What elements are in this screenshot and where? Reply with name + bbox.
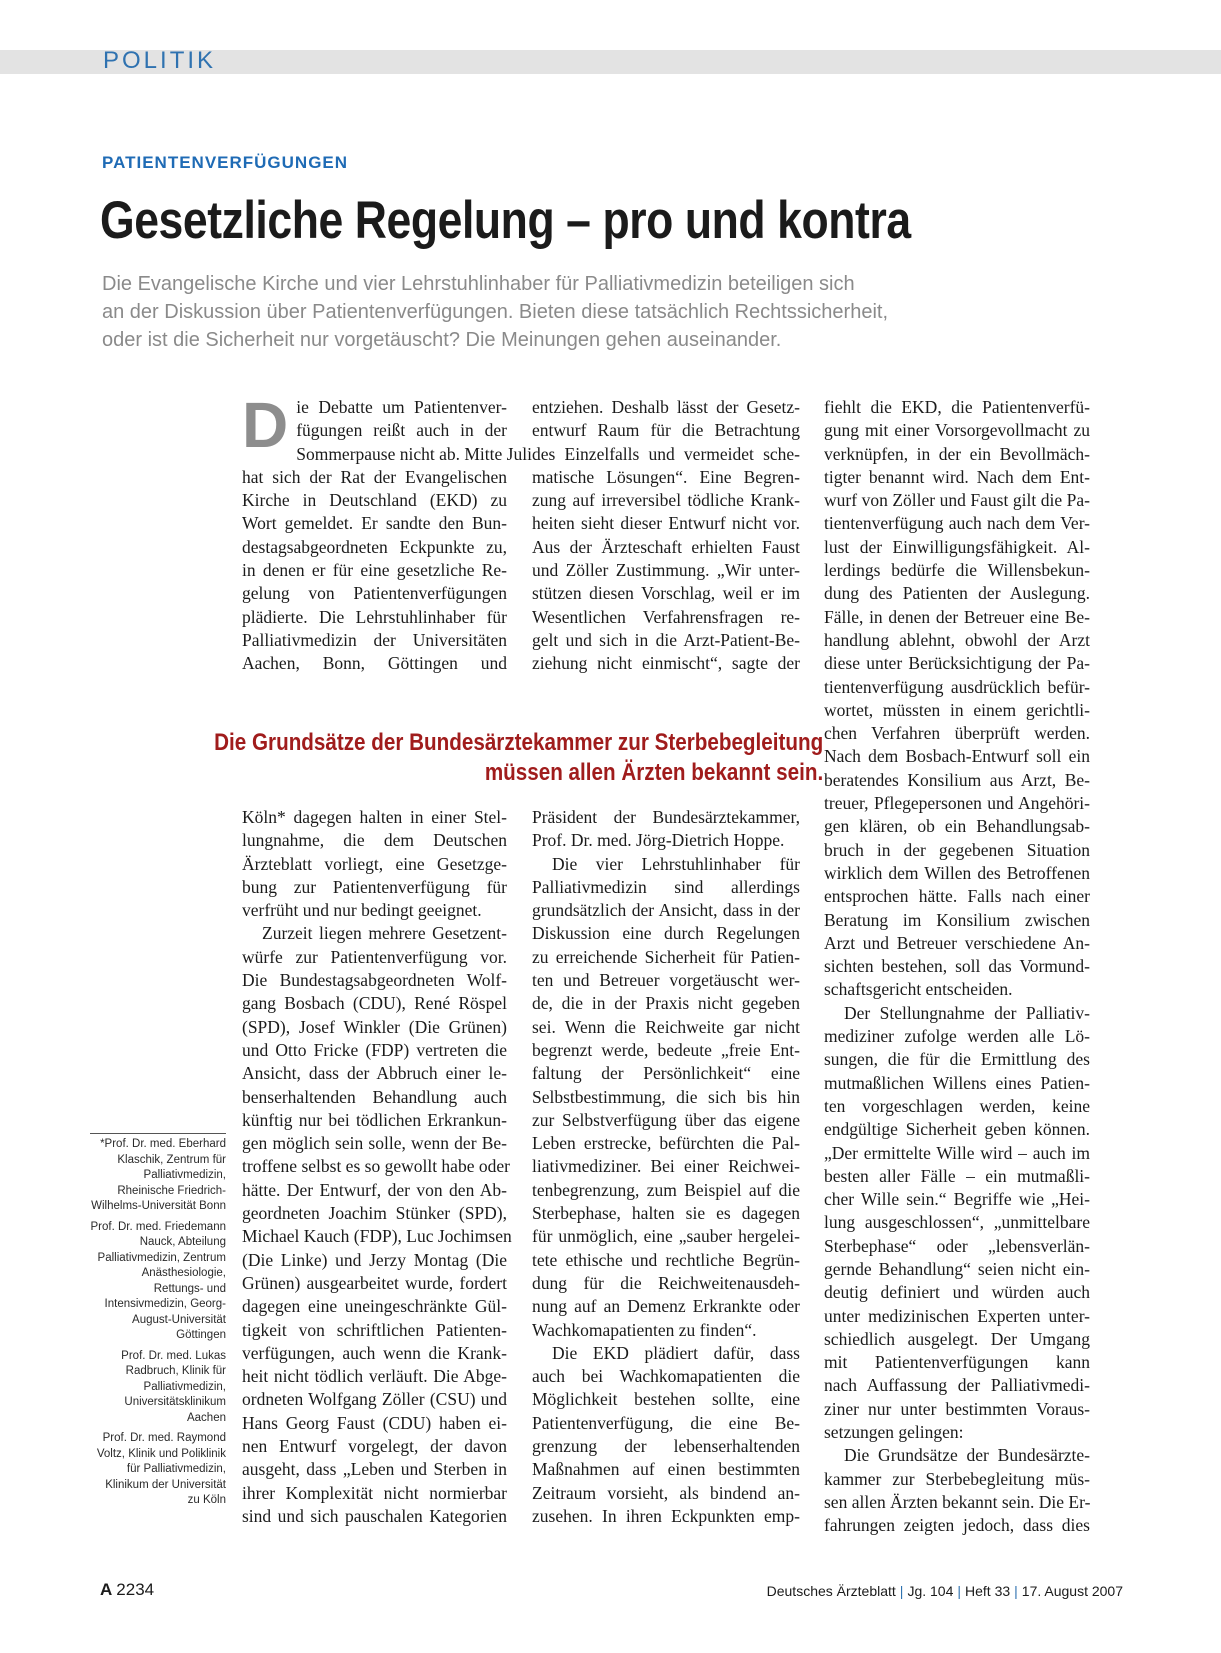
text-line: gelt und sich in die Arzt-Patient-Be- bbox=[532, 629, 800, 650]
text-line: Prof. Dr. med. Jörg-Dietrich Hoppe. bbox=[532, 830, 785, 851]
text-line: Wachkomapatienten zu finden“. bbox=[532, 1319, 757, 1340]
text-line: Die vier Lehrstuhlinhaber für bbox=[552, 853, 800, 874]
text-line: hat sich der Rat der Evangelischen bbox=[242, 466, 507, 487]
text-line: nung auf an Demenz Erkrankte oder bbox=[532, 1296, 800, 1317]
text-line: Die EKD plädiert dafür, dass bbox=[552, 1342, 800, 1363]
article-lead bbox=[102, 270, 1082, 354]
text-line: Sterbephase, halten sie es dagegen bbox=[532, 1203, 800, 1224]
text-line: künftig nur bei tödlichen Erkrankun- bbox=[242, 1109, 507, 1130]
text-line: de, die in der Praxis nicht gegeben bbox=[532, 993, 800, 1014]
pull-quote-line: Die Grundsätze der Bundesärztekammer zur Sterbebegleitung bbox=[213, 729, 823, 756]
journal-footer: Deutsches Ärzteblatt | Jg. 104 | Heft 33 | 17. August 2007 bbox=[766, 1583, 1123, 1599]
journal-name: Deutsches Ärzteblatt bbox=[766, 1583, 896, 1599]
text-line: entwurf Raum für die Betrachtung bbox=[532, 420, 800, 441]
text-line: Möglichkeit bestehen sollte, eine bbox=[532, 1389, 800, 1410]
text-line: lerdings bedürfe die Willensbekun- bbox=[824, 560, 1090, 581]
text-line: sen allen Ärzten bekannt sein. Die Er- bbox=[824, 1491, 1091, 1512]
author-footnotes bbox=[90, 1133, 226, 1514]
text-line: heit nicht tödlich verläuft. Die Abge- bbox=[242, 1366, 507, 1387]
text-line: Kirche in Deutschland (EKD) zu bbox=[242, 490, 507, 511]
drop-cap: D bbox=[242, 389, 289, 461]
text-line: in denen er für eine gesetzliche Re- bbox=[242, 560, 507, 581]
text-line: ordneten Wolfgang Zöller (CSU) und bbox=[242, 1389, 507, 1410]
text-line: Wesentlichen Verfahrensfragen re- bbox=[532, 606, 800, 627]
text-line: Ärzteblatt vorliegt, eine Gesetzge- bbox=[242, 853, 507, 874]
text-line: des Einzelfalls und vermeidet sche- bbox=[532, 443, 800, 464]
text-line: nach Auffassung der Palliativmedi- bbox=[824, 1375, 1090, 1396]
pull-quote bbox=[115, 728, 823, 788]
text-line: für unmöglich, eine „sauber hergelei- bbox=[532, 1226, 800, 1247]
text-line: tete ethische und rechtliche Begrün- bbox=[532, 1249, 800, 1270]
footnote: Prof. Dr. med. Raymond Voltz, Klinik und Poliklinik für Palliativmedizin, Klinikum der Universität zu Köln bbox=[96, 1432, 226, 1506]
column-2-bottom bbox=[532, 806, 800, 1528]
text-line: troffene selbst es so gewollt habe oder bbox=[242, 1156, 510, 1177]
text-line: Die Grundsätze der Bundesärzte- bbox=[844, 1445, 1090, 1466]
text-line: wirklich dem Willen des Betroffenen bbox=[824, 862, 1090, 883]
text-line: chen Verfahren überprüft werden. bbox=[824, 723, 1090, 744]
text-line: ie Debatte um Patientenver- bbox=[296, 397, 507, 417]
text-line: beratendes Konsilium aus Arzt, Be- bbox=[824, 769, 1090, 790]
text-line: (SPD), Josef Winkler (Die Grünen) bbox=[242, 1016, 507, 1037]
text-line: plädierte. Die Lehrstuhlinhaber für bbox=[242, 606, 507, 627]
text-line: fügungen reißt auch in der bbox=[296, 420, 507, 441]
text-line: tigkeit von schriftlichen Patienten- bbox=[242, 1319, 507, 1340]
journal-issue: Heft 33 bbox=[965, 1583, 1011, 1599]
text-line: Zeitraum vorsieht, als bindend an- bbox=[532, 1482, 800, 1503]
text-line: benserhaltenden Behandlung auch bbox=[242, 1086, 507, 1107]
text-line: gen klären, ob ein Behandlungsab- bbox=[824, 816, 1090, 837]
text-line: grenzung der lebenserhaltenden bbox=[532, 1436, 800, 1457]
text-line: ziner nur unter bestimmten Voraus- bbox=[824, 1398, 1090, 1419]
section-label: POLITIK bbox=[103, 47, 217, 74]
footnote: Prof. Dr. med. Friedemann Nauck, Abteilung Palliativmedizin, Zentrum Anästhesiologie, Rettungs- und Intensivmedizin, Georg-August-Universität Göttingen bbox=[90, 1220, 226, 1341]
text-line: Palliativmedizin der Universitäten bbox=[242, 629, 507, 650]
text-line: Sterbephase“ oder „lebensverlän- bbox=[824, 1235, 1090, 1256]
text-line: heiten sieht dieser Entwurf nicht vor. bbox=[532, 513, 800, 534]
page-number-value: 2234 bbox=[116, 1580, 155, 1599]
text-line: sungen, die für die Ermittlung des bbox=[824, 1049, 1090, 1070]
text-line: ten vorgeschlagen werden, keine bbox=[824, 1095, 1090, 1116]
text-line: zur Selbstverfügung über das eigene bbox=[532, 1109, 800, 1130]
text-line: Präsident der Bundesärztekammer, bbox=[532, 807, 800, 827]
page-prefix: A bbox=[100, 1580, 113, 1599]
text-line: gen möglich sein solle, wenn der Be- bbox=[242, 1133, 507, 1154]
journal-date: 17. August 2007 bbox=[1021, 1583, 1123, 1599]
text-line: schiedlich ausgelegt. Der Umgang bbox=[824, 1328, 1090, 1349]
text-line: matische Lösungen“. Eine Begren- bbox=[532, 466, 800, 487]
text-line: cher Wille sein.“ Begriffe wie „Hei- bbox=[824, 1189, 1090, 1210]
text-line: Palliativmedizin sind allerdings bbox=[532, 876, 800, 897]
footnote: Prof. Dr. med. Lukas Radbruch, Klinik für Palliativmedizin, Universitätsklinikum Aachen bbox=[121, 1349, 226, 1424]
text-line: Maßnahmen auf einen bestimmten bbox=[532, 1459, 800, 1480]
text-line: Michael Kauch (FDP), Luc Jochimsen bbox=[242, 1226, 512, 1247]
text-line: zusehen. In ihren Eckpunkten emp- bbox=[532, 1505, 800, 1526]
text-line: setzungen gelingen: bbox=[824, 1422, 964, 1443]
text-line: wurf von Zöller und Faust gilt die Pa- bbox=[824, 490, 1090, 511]
text-line: bruch in der gegebenen Situation bbox=[824, 839, 1090, 860]
pull-quote-line: müssen allen Ärzten bekannt sein. bbox=[484, 759, 823, 786]
text-line: endgültige Sicherheit geben können. bbox=[824, 1119, 1090, 1140]
text-line: tenbegrenzung, zum Beispiel auf die bbox=[532, 1179, 800, 1200]
journal-volume: Jg. 104 bbox=[907, 1583, 954, 1599]
text-line: Zurzeit liegen mehrere Gesetzent- bbox=[262, 923, 507, 944]
text-line: ziehung nicht einmischt“, sagte der bbox=[532, 653, 800, 674]
text-line: Ansicht, dass der Abbruch einer le- bbox=[242, 1063, 507, 1084]
text-line: Grünen) ausgearbeitet wurde, fordert bbox=[242, 1272, 507, 1293]
text-line: grundsätzlich der Ansicht, dass in der bbox=[532, 900, 800, 921]
text-line: Der Stellungnahme der Palliativ- bbox=[844, 1002, 1090, 1023]
text-line: gernde Behandlung“ seien nicht ein- bbox=[824, 1258, 1090, 1279]
text-line: unter medizinischen Experten unter- bbox=[824, 1305, 1090, 1326]
text-line: begrenzt werde, bedeute „freie Ent- bbox=[532, 1039, 800, 1060]
text-line: tientenverfügung auch nach dem Ver- bbox=[824, 513, 1090, 534]
footnote: *Prof. Dr. med. Eberhard Klaschik, Zentrum für Palliativmedizin, Rheinische Friedrich-Wilhelms-Universität Bonn bbox=[91, 1138, 226, 1212]
text-line: Wort gemeldet. Er sandte den Bun- bbox=[242, 513, 507, 534]
text-line: gelung von Patientenverfügungen bbox=[242, 583, 507, 604]
text-line: fahrungen zeigten jedoch, dass dies bbox=[824, 1515, 1090, 1536]
lead-line: an der Diskussion über Patientenverfügungen. Bieten diese tatsächlich Rechtssicherheit, bbox=[102, 301, 889, 323]
text-line: bung zur Patientenverfügung für bbox=[242, 876, 507, 897]
text-line: ihrer Komplexität nicht normierbar bbox=[242, 1482, 507, 1503]
text-line: wortet, müssten in einem gerichtli- bbox=[824, 699, 1090, 720]
text-line: Köln* dagegen halten in einer Stel- bbox=[242, 807, 507, 827]
text-line: gung mit einer Vorsorgevollmacht zu bbox=[824, 420, 1090, 441]
text-line: Selbstbestimmung, die sich bis hin bbox=[532, 1086, 800, 1107]
text-line: sind und sich pauschalen Kategorien bbox=[242, 1505, 507, 1526]
text-line: und Otto Fricke (FDP) vertreten die bbox=[242, 1039, 507, 1060]
text-line: ausgeht, dass „Leben und Sterben in bbox=[242, 1459, 507, 1480]
text-line: deutig definiert und würden auch bbox=[824, 1282, 1090, 1303]
text-line: „Der ermittelte Wille wird – auch im bbox=[824, 1142, 1090, 1163]
text-line: Hans Georg Faust (CDU) haben ei- bbox=[242, 1412, 507, 1433]
text-line: entsprochen hätte. Falls nach einer bbox=[824, 886, 1090, 907]
text-line: Beratung im Konsilium zwischen bbox=[824, 909, 1090, 930]
text-line: Patientenverfügung, die eine Be- bbox=[532, 1412, 800, 1433]
text-line: tigter benannt wird. Nach dem Ent- bbox=[824, 466, 1090, 487]
lead-line: Die Evangelische Kirche und vier Lehrstuhlinhaber für Palliativmedizin beteiligen sich bbox=[102, 273, 855, 295]
text-line: würfe zur Patientenverfügung vor. bbox=[242, 946, 507, 967]
column-1-bottom bbox=[242, 806, 512, 1528]
text-line: Aachen, Bonn, Göttingen und bbox=[242, 653, 507, 674]
text-line: verfrüht und nur bedingt geeignet. bbox=[242, 900, 482, 921]
text-line: hätte. Der Entwurf, der von den Ab- bbox=[242, 1179, 507, 1200]
article-headline: Gesetzliche Regelung – pro und kontra bbox=[100, 191, 911, 250]
text-line: (Die Linke) und Jerzy Montag (Die bbox=[242, 1249, 507, 1270]
text-line: zung auf irreversibel tödliche Krank- bbox=[532, 490, 800, 511]
text-line: Diskussion eine durch Regelungen bbox=[532, 923, 800, 944]
text-line: nen Entwurf vorgelegt, der davon bbox=[242, 1436, 507, 1457]
text-line: tientenverfügung ausdrücklich befür- bbox=[824, 676, 1090, 697]
text-line: dung für die Reichweitenausdeh- bbox=[532, 1272, 800, 1293]
column-2-top bbox=[532, 396, 800, 676]
text-line: stützen diesen Vorschlag, weil er im bbox=[532, 583, 800, 604]
text-line: fiehlt die EKD, die Patientenverfü- bbox=[824, 397, 1090, 417]
text-line: diese unter Berücksichtigung der Pa- bbox=[824, 653, 1090, 674]
text-line: geordneten Joachim Stünker (SPD), bbox=[242, 1203, 507, 1224]
text-line: auch bei Wachkomapatienten die bbox=[532, 1366, 800, 1387]
text-line: Aus der Ärzteschaft erhielten Faust bbox=[532, 536, 800, 557]
text-line: mit Patientenverfügungen kann bbox=[824, 1352, 1090, 1373]
text-line: Leben erstrecke, befürchten die Pal- bbox=[532, 1133, 800, 1154]
text-line: kammer zur Sterbebegleitung müs- bbox=[824, 1468, 1090, 1489]
article-kicker: PATIENTENVERFÜGUNGEN bbox=[102, 153, 349, 172]
text-line: schaftsgericht entscheiden. bbox=[824, 979, 1013, 1000]
page-number bbox=[100, 1580, 154, 1600]
text-line: dagegen eine uneingeschränkte Gül- bbox=[242, 1296, 507, 1317]
text-line: entziehen. Deshalb lässt der Gesetz- bbox=[532, 397, 800, 417]
text-line: Nach dem Bosbach-Entwurf soll ein bbox=[824, 746, 1090, 767]
text-line: sichten bestehen, soll das Vormund- bbox=[824, 956, 1090, 977]
text-line: Sommerpause nicht ab. Mitte Juli bbox=[296, 443, 532, 464]
text-line: destagsabgeordneten Eckpunkte zu, bbox=[242, 536, 507, 557]
text-line: lungnahme, die dem Deutschen bbox=[242, 830, 507, 851]
text-line: faltung der Persönlichkeit“ eine bbox=[532, 1063, 800, 1084]
text-line: besten aller Fälle – ein mutmaßli- bbox=[824, 1165, 1090, 1186]
text-line: treuer, Pflegepersonen und Angehöri- bbox=[824, 793, 1090, 814]
text-line: ten und Betreuer vorgetäuscht wer- bbox=[532, 970, 800, 991]
text-line: Fälle, in denen der Betreuer eine Be- bbox=[824, 606, 1090, 627]
text-line: handlung ablehnt, obwohl der Arzt bbox=[824, 629, 1090, 650]
text-line: Arzt und Betreuer verschiedene An- bbox=[824, 932, 1090, 953]
text-line: sei. Wenn die Reichweite gar nicht bbox=[532, 1016, 800, 1037]
text-line: lust der Einwilligungsfähigkeit. Al- bbox=[824, 536, 1090, 557]
text-line: zu erreichende Sicherheit für Patien- bbox=[532, 946, 800, 967]
text-line: gang Bosbach (CDU), René Röspel bbox=[242, 993, 507, 1014]
text-line: dung des Patienten der Auslegung. bbox=[824, 583, 1090, 604]
text-line: verfügungen, auch wenn die Krank- bbox=[242, 1342, 507, 1363]
column-3 bbox=[824, 396, 1090, 1538]
text-line: mediziner zufolge werden alle Lö- bbox=[824, 1026, 1090, 1047]
text-line: und Zöller Zustimmung. „Wir unter- bbox=[532, 560, 800, 581]
text-line: verknüpfen, in der ein Bevollmäch- bbox=[824, 443, 1090, 464]
text-line: lung ausgeschlossen“, „unmittelbare bbox=[824, 1212, 1090, 1233]
lead-line: oder ist die Sicherheit nur vorgetäuscht? Die Meinungen gehen auseinander. bbox=[102, 329, 782, 351]
text-line: Die Bundestagsabgeordneten Wolf- bbox=[242, 970, 507, 991]
column-1-top bbox=[242, 389, 532, 676]
text-line: liativmediziner. Bei einer Reichwei- bbox=[532, 1156, 800, 1177]
text-line: mutmaßlichen Willens eines Patien- bbox=[824, 1072, 1090, 1093]
